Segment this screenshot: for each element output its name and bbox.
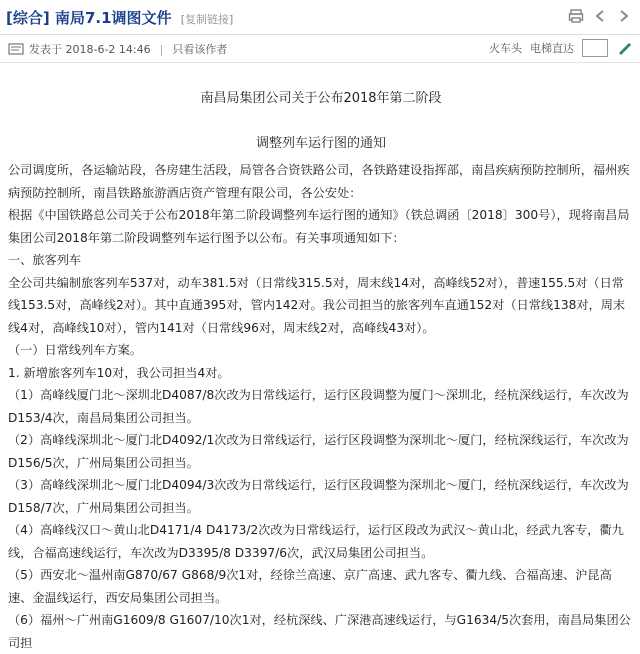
elevator-input[interactable] xyxy=(582,39,608,57)
copy-link-button[interactable]: [复制链接] xyxy=(180,13,234,26)
category-tag[interactable]: [综合] xyxy=(6,9,50,27)
next-thread-icon[interactable] xyxy=(616,8,632,24)
paragraph: 1. 新增旅客列车10对，我公司担当4对。 xyxy=(8,365,230,380)
print-icon[interactable] xyxy=(568,8,584,24)
thread-title-row xyxy=(6,7,233,28)
previous-thread-icon[interactable] xyxy=(592,8,608,24)
paragraph: 全公司共编制旅客列车537对，动车381.5对（日常线315.5对，周末线14对，高峰线52对），普速155.5对（日常线153.5对，高峰线2对）。其中直通395对，管内142对。我公司担当的旅客列车直通152对（日常线138对，周末线4对，高峰线10对），管内141对（日常线96对，周末线2对，高峰线43对）。 xyxy=(8,275,626,335)
paragraph: 公司调度所，各运输站段，各房建生活段，局管各合资铁路公司，各铁路建设指挥部，南昌疾病预防控制所，福州疾病预防控制所，南昌铁路旅游酒店资产管理有限公司，各公安处： xyxy=(8,163,630,200)
post-icon xyxy=(8,41,24,57)
subsection-heading: （一）日常线列车方案。 xyxy=(8,343,143,357)
thread-header xyxy=(0,0,640,35)
user-name[interactable]: 火车头 xyxy=(489,42,522,55)
document-body xyxy=(8,72,634,654)
post-meta-bar xyxy=(0,35,640,63)
list-item: （3）高峰线深圳北～厦门北D4094/3次改为日常线运行，运行区段调整为深圳北～厦门，经杭深线运行，车次改为D158/7次，广州局集团公司担当。 xyxy=(8,478,629,515)
top-icons xyxy=(568,8,632,24)
thread-title: 南局7.1调图文件 xyxy=(54,9,172,27)
list-item: （2）高峰线深圳北～厦门北D4092/1次改为日常线运行，运行区段调整为深圳北～厦门，经杭深线运行，车次改为D156/5次，广州局集团公司担当。 xyxy=(8,433,629,470)
document-subtitle: 调整列车运行图的通知 xyxy=(255,135,386,151)
pen-icon[interactable] xyxy=(616,40,632,56)
list-item: （4）高峰线汉口～黄山北D4171/4 D4173/2次改为日常线运行，运行区段改为武汉～黄山北，经武九客专，衢九线，合福高速线运行，车次改为D3395/8 D3397/6次，武汉局集团公司担当。 xyxy=(8,523,624,560)
header-divider xyxy=(0,62,640,63)
paragraph: 根据《中国铁路总公司关于公布2018年第二阶段调整列车运行图的通知》（铁总调函〔2018〕300号），现将南昌局集团公司2018年第二阶段调整列车运行图予以公布。有关事项通知如下： xyxy=(8,208,630,245)
list-item: （5）西安北～温州南G870/67 G868/9次1对，经徐兰高速、京广高速、武九客专、衢九线、合福高速、沪昆高速、金温线运行，西安局集团公司担当。 xyxy=(8,568,612,605)
author-only-link[interactable]: 只看该作者 xyxy=(172,43,228,56)
list-item: （1）高峰线厦门北～深圳北D4087/8次改为日常线运行，运行区段调整为厦门～深圳北，经杭深线运行，车次改为D153/4次，南昌局集团公司担当。 xyxy=(8,388,629,425)
meta-separator: | xyxy=(159,42,164,56)
document-title: 南昌局集团公司关于公布2018年第二阶段 xyxy=(200,91,442,106)
section-heading: 一、旅客列车 xyxy=(8,253,82,267)
post-time: 发表于 2018-6-2 14:46 xyxy=(29,43,151,56)
list-item: （6）福州～广州南G1609/8 G1607/10次1对，经杭深线、广深港高速线运行，与G1634/5次套用，南昌局集团公司担 xyxy=(8,613,631,650)
elevator-label: 电梯直达 xyxy=(530,42,574,55)
